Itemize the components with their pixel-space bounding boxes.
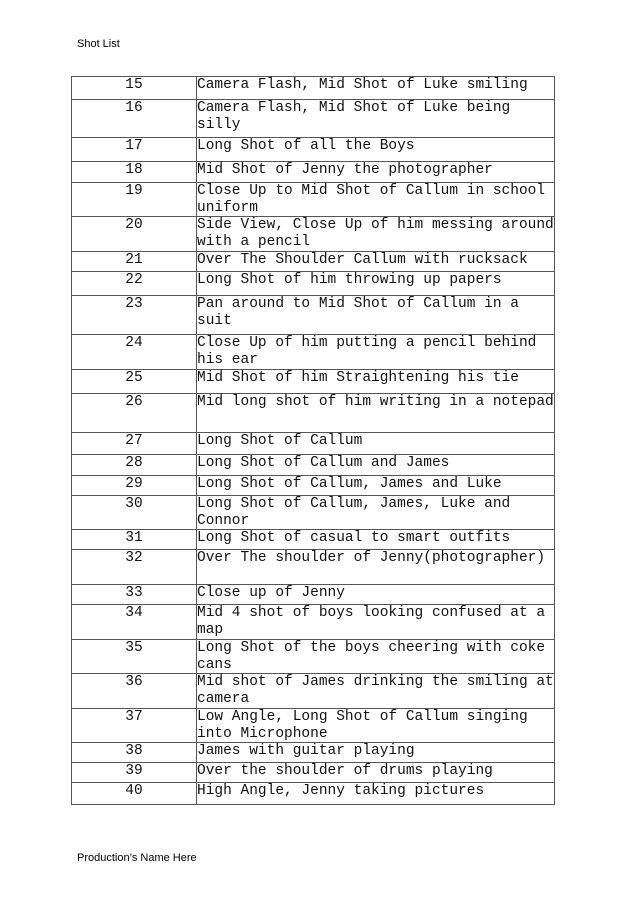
table-row [72,585,555,605]
shot-number: 28 [72,455,197,476]
shot-number: 22 [72,272,197,296]
table-row [72,605,555,640]
shot-description: Long Shot of Callum, James and Luke [197,476,555,496]
shot-description: Camera Flash, Mid Shot of Luke being silly [197,100,555,138]
shot-number: 35 [72,640,197,674]
shot-description: Long Shot of casual to smart outfits [197,530,555,550]
table-row [72,100,555,138]
shot-description: High Angle, Jenny taking pictures [197,783,555,805]
shot-description: Close Up to Mid Shot of Callum in school uniform [197,183,555,217]
shot-description: Over the shoulder of drums playing [197,763,555,783]
shot-description: Close Up of him putting a pencil behind his ear [197,335,555,370]
shot-description: James with guitar playing [197,743,555,763]
table-row [72,674,555,709]
table-row [72,183,555,217]
shot-description: Mid shot of James drinking the smiling at camera [197,674,554,707]
table-row [72,77,555,100]
table-row [72,217,555,252]
shot-number: 34 [72,605,197,640]
table-row [72,162,555,183]
shot-number: 25 [72,370,197,394]
shot-number: 20 [72,217,197,252]
shot-number: 24 [72,335,197,370]
table-row [72,138,555,162]
shot-description: Mid long shot of him writing in a notepad [197,394,555,433]
shot-number: 39 [72,763,197,783]
shot-number: 27 [72,433,197,455]
shot-description: Side View, Close Up of him messing around with a pencil [197,217,554,250]
shot-description: Long Shot of Callum, James, Luke and Connor [197,496,555,530]
shot-number: 26 [72,394,197,433]
table-row [72,709,555,743]
shot-description: Pan around to Mid Shot of Callum in a suit [197,296,555,335]
table-row [72,763,555,783]
table-row [72,743,555,763]
table-row [72,370,555,394]
shot-list-table [71,76,555,805]
shot-description: Long Shot of him throwing up papers [197,272,555,296]
shot-number: 37 [72,709,197,743]
page-header: Shot List [77,38,120,50]
table-row [72,433,555,455]
shot-number: 38 [72,743,197,763]
table-row [72,252,555,272]
shot-number: 16 [72,100,197,138]
table-row [72,455,555,476]
shot-number: 15 [72,77,197,100]
shot-description: Mid 4 shot of boys looking confused at a map [197,605,555,640]
shot-description: Close up of Jenny [197,585,555,605]
shot-number: 33 [72,585,197,605]
shot-description: Long Shot of Callum and James [197,455,555,476]
shot-number: 32 [72,550,197,585]
table-row [72,530,555,550]
shot-description: Over The shoulder of Jenny(photographer) [197,550,555,585]
shot-number: 23 [72,296,197,335]
table-row [72,272,555,296]
shot-number: 21 [72,252,197,272]
table-row [72,783,555,805]
shot-description: Long Shot of the boys cheering with coke cans [197,640,555,674]
table-row [72,296,555,335]
shot-description: Camera Flash, Mid Shot of Luke smiling [197,77,555,100]
table-row [72,394,555,433]
table-row [72,335,555,370]
shot-description: Mid Shot of him Straightening his tie [197,370,555,394]
table-row [72,640,555,674]
shot-description: Over The Shoulder Callum with rucksack [197,252,555,272]
shot-number: 40 [72,783,197,805]
shot-number: 36 [72,674,197,709]
table-row [72,496,555,530]
shot-list-body [72,77,555,805]
shot-number: 29 [72,476,197,496]
shot-number: 18 [72,162,197,183]
shot-number: 17 [72,138,197,162]
table-row [72,550,555,585]
shot-description: Long Shot of all the Boys [197,138,555,162]
shot-description: Long Shot of Callum [197,433,555,455]
page-footer: Production’s Name Here [77,852,197,864]
shot-description: Mid Shot of Jenny the photographer [197,162,555,183]
table-row [72,476,555,496]
shot-number: 19 [72,183,197,217]
shot-number: 31 [72,530,197,550]
shot-number: 30 [72,496,197,530]
shot-description: Low Angle, Long Shot of Callum singing into Microphone [197,709,555,743]
